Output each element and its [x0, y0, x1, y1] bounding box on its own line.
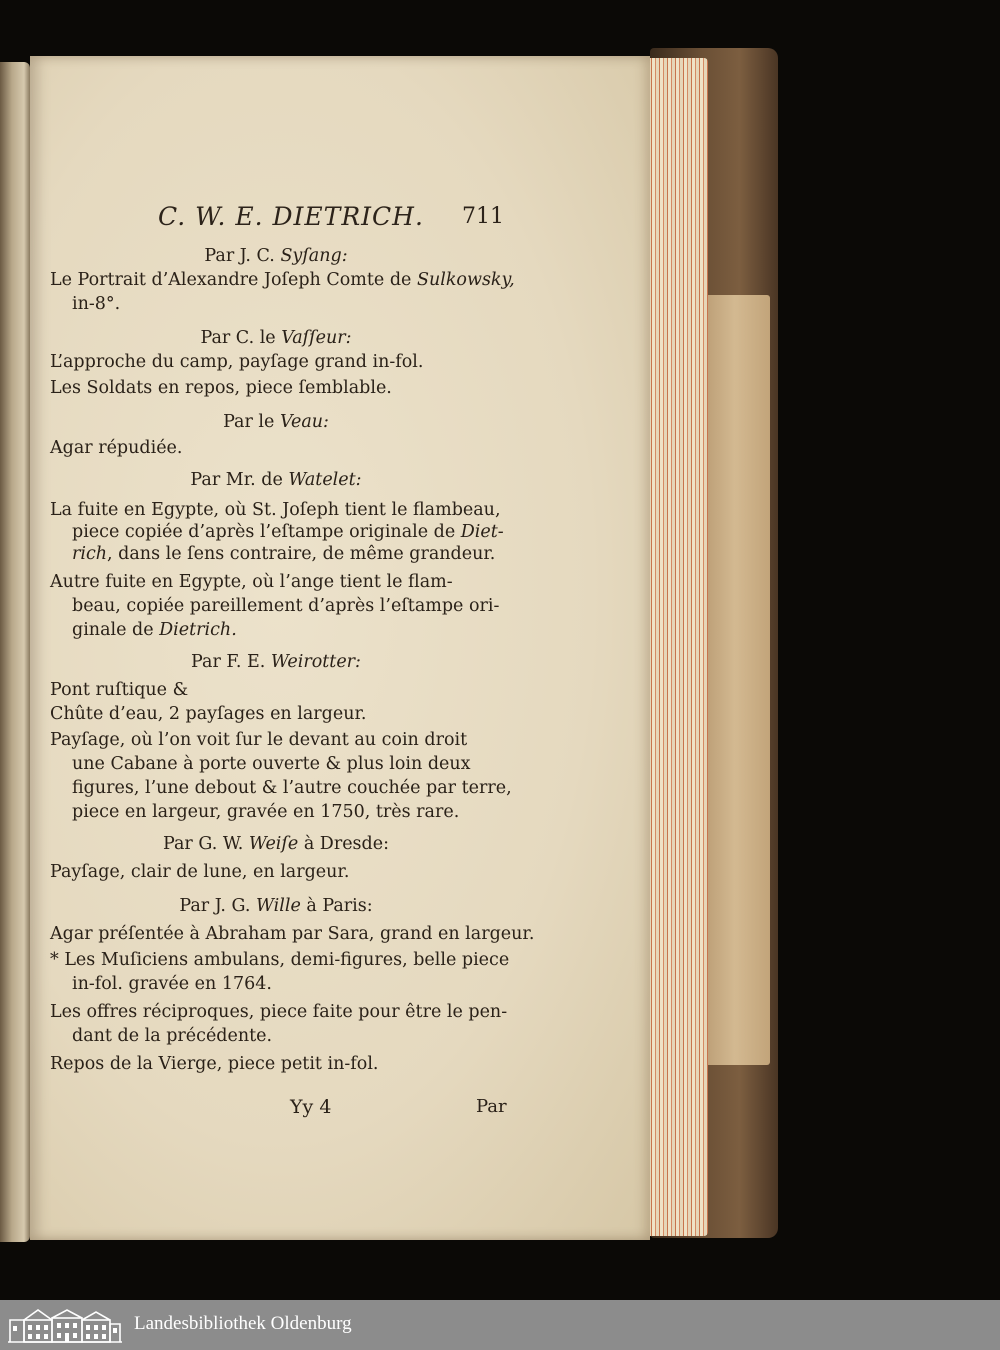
entry-line	[50, 572, 453, 592]
text-run: Pont ruſtique &	[50, 680, 189, 700]
artist-heading-weise	[50, 834, 502, 854]
entry-line	[50, 352, 423, 372]
text-run: Par Mr. de	[190, 470, 289, 490]
text-run: une Cabane à porte ouverte & plus loin deux	[72, 754, 471, 774]
text-run: Les offres réciproques, piece faite pour être le pen-	[50, 1002, 508, 1022]
entry-line	[50, 730, 467, 750]
text-run: in-8°.	[72, 294, 121, 314]
text-run: Le Portrait d’Alexandre Joſeph Comte de	[50, 270, 417, 290]
entry-line	[50, 680, 188, 700]
text-run: Par C. le	[200, 328, 282, 348]
artist-heading-sysang	[50, 246, 502, 266]
entry-line	[72, 778, 512, 798]
entry-line	[50, 862, 349, 882]
text-run: figures, l’une debout & l’autre couchée par terre,	[72, 778, 512, 798]
entry-line	[50, 1054, 378, 1074]
entry-line	[50, 438, 182, 458]
signature-mark: Yy 4	[290, 1096, 332, 1118]
entry-line	[72, 1026, 272, 1046]
entry-line	[50, 1002, 507, 1022]
text-run: dant de la précédente.	[72, 1026, 273, 1046]
artist-heading-veau	[50, 412, 502, 432]
left-page-edge	[0, 62, 30, 1242]
artist-heading-vasseur	[50, 328, 502, 348]
italic-text: Vaſſeur:	[281, 328, 352, 348]
entry-line	[50, 500, 501, 520]
artist-heading-weirotter	[50, 652, 502, 672]
library-footer-bar	[0, 1300, 1000, 1350]
text-run: Par le	[223, 412, 280, 432]
library-building-logo-icon	[8, 1306, 122, 1344]
text-run: Agar répudiée.	[50, 438, 183, 458]
italic-text: Diet-	[460, 522, 504, 542]
artist-heading-watelet	[50, 470, 502, 490]
catchword: Par	[476, 1096, 507, 1117]
text-run: Par J. G.	[179, 896, 256, 916]
italic-text: Veau:	[279, 412, 329, 432]
italic-text: rich	[72, 544, 108, 564]
text-run: piece en largeur, gravée en 1750, très rare.	[72, 802, 460, 822]
text-run: à Dresde:	[298, 834, 389, 854]
entry-line	[50, 270, 515, 290]
entry-line	[50, 924, 534, 944]
italic-text: Weiſe	[248, 834, 299, 854]
text-run: ginale de	[72, 620, 160, 640]
page-number: 711	[462, 204, 504, 229]
entry-line	[50, 704, 367, 724]
italic-text: Dietrich.	[159, 620, 237, 640]
text-run: Agar préſentée à Abraham par Sara, grand en largeur.	[50, 924, 535, 944]
entry-line	[72, 596, 499, 616]
text-run: in-fol. gravée en 1764.	[72, 974, 272, 994]
entry-line	[72, 620, 237, 640]
italic-text: Weirotter:	[270, 652, 361, 672]
text-run: beau, copiée pareillement d’après l’eſtampe ori-	[72, 596, 500, 616]
entry-line	[72, 802, 459, 822]
text-run: L’approche du camp, payſage grand in-fol.	[50, 352, 424, 372]
text-run: Repos de la Vierge, piece petit in-fol.	[50, 1054, 379, 1074]
library-name: Landesbibliothek Oldenburg	[134, 1313, 352, 1334]
text-run: Payſage, où l’on voit ſur le devant au coin droit	[50, 730, 468, 750]
text-run: Chûte d’eau, 2 payſages en largeur.	[50, 704, 367, 724]
italic-text: Syſang:	[280, 246, 348, 266]
page-stack-edges	[640, 58, 708, 1236]
text-run: Par J. C.	[204, 246, 281, 266]
entry-line	[72, 522, 504, 542]
text-run: à Paris:	[300, 896, 373, 916]
text-run: La fuite en Egypte, où St. Joſeph tient le flambeau,	[50, 500, 501, 520]
entry-line	[72, 974, 272, 994]
text-run: Autre fuite en Egypte, où l’ange tient le flam-	[50, 572, 453, 592]
text-run: , dans le ſens contraire, de même grandeur.	[107, 544, 496, 564]
running-head: C. W. E. DIETRICH.	[158, 202, 424, 231]
text-run: Par G. W.	[163, 834, 249, 854]
text-run: Payſage, clair de lune, en largeur.	[50, 862, 350, 882]
italic-text: Sulkowsky,	[416, 270, 515, 290]
entry-line	[50, 950, 509, 970]
entry-line	[72, 754, 471, 774]
artist-heading-wille	[50, 896, 502, 916]
entry-line	[50, 378, 392, 398]
page-header	[30, 202, 650, 232]
entry-line	[72, 294, 120, 314]
italic-text: Watelet:	[288, 470, 362, 490]
text-run: piece copiée d’après l’eſtampe originale de	[72, 522, 461, 542]
cover-patch	[700, 295, 770, 1065]
italic-text: Wille	[255, 896, 301, 916]
book-page	[30, 56, 650, 1240]
text-run: * Les Muſiciens ambulans, demi-figures, belle piece	[50, 950, 510, 970]
text-run: Les Soldats en repos, piece ſemblable.	[50, 378, 392, 398]
text-run: Par F. E.	[191, 652, 271, 672]
entry-line	[72, 544, 495, 564]
